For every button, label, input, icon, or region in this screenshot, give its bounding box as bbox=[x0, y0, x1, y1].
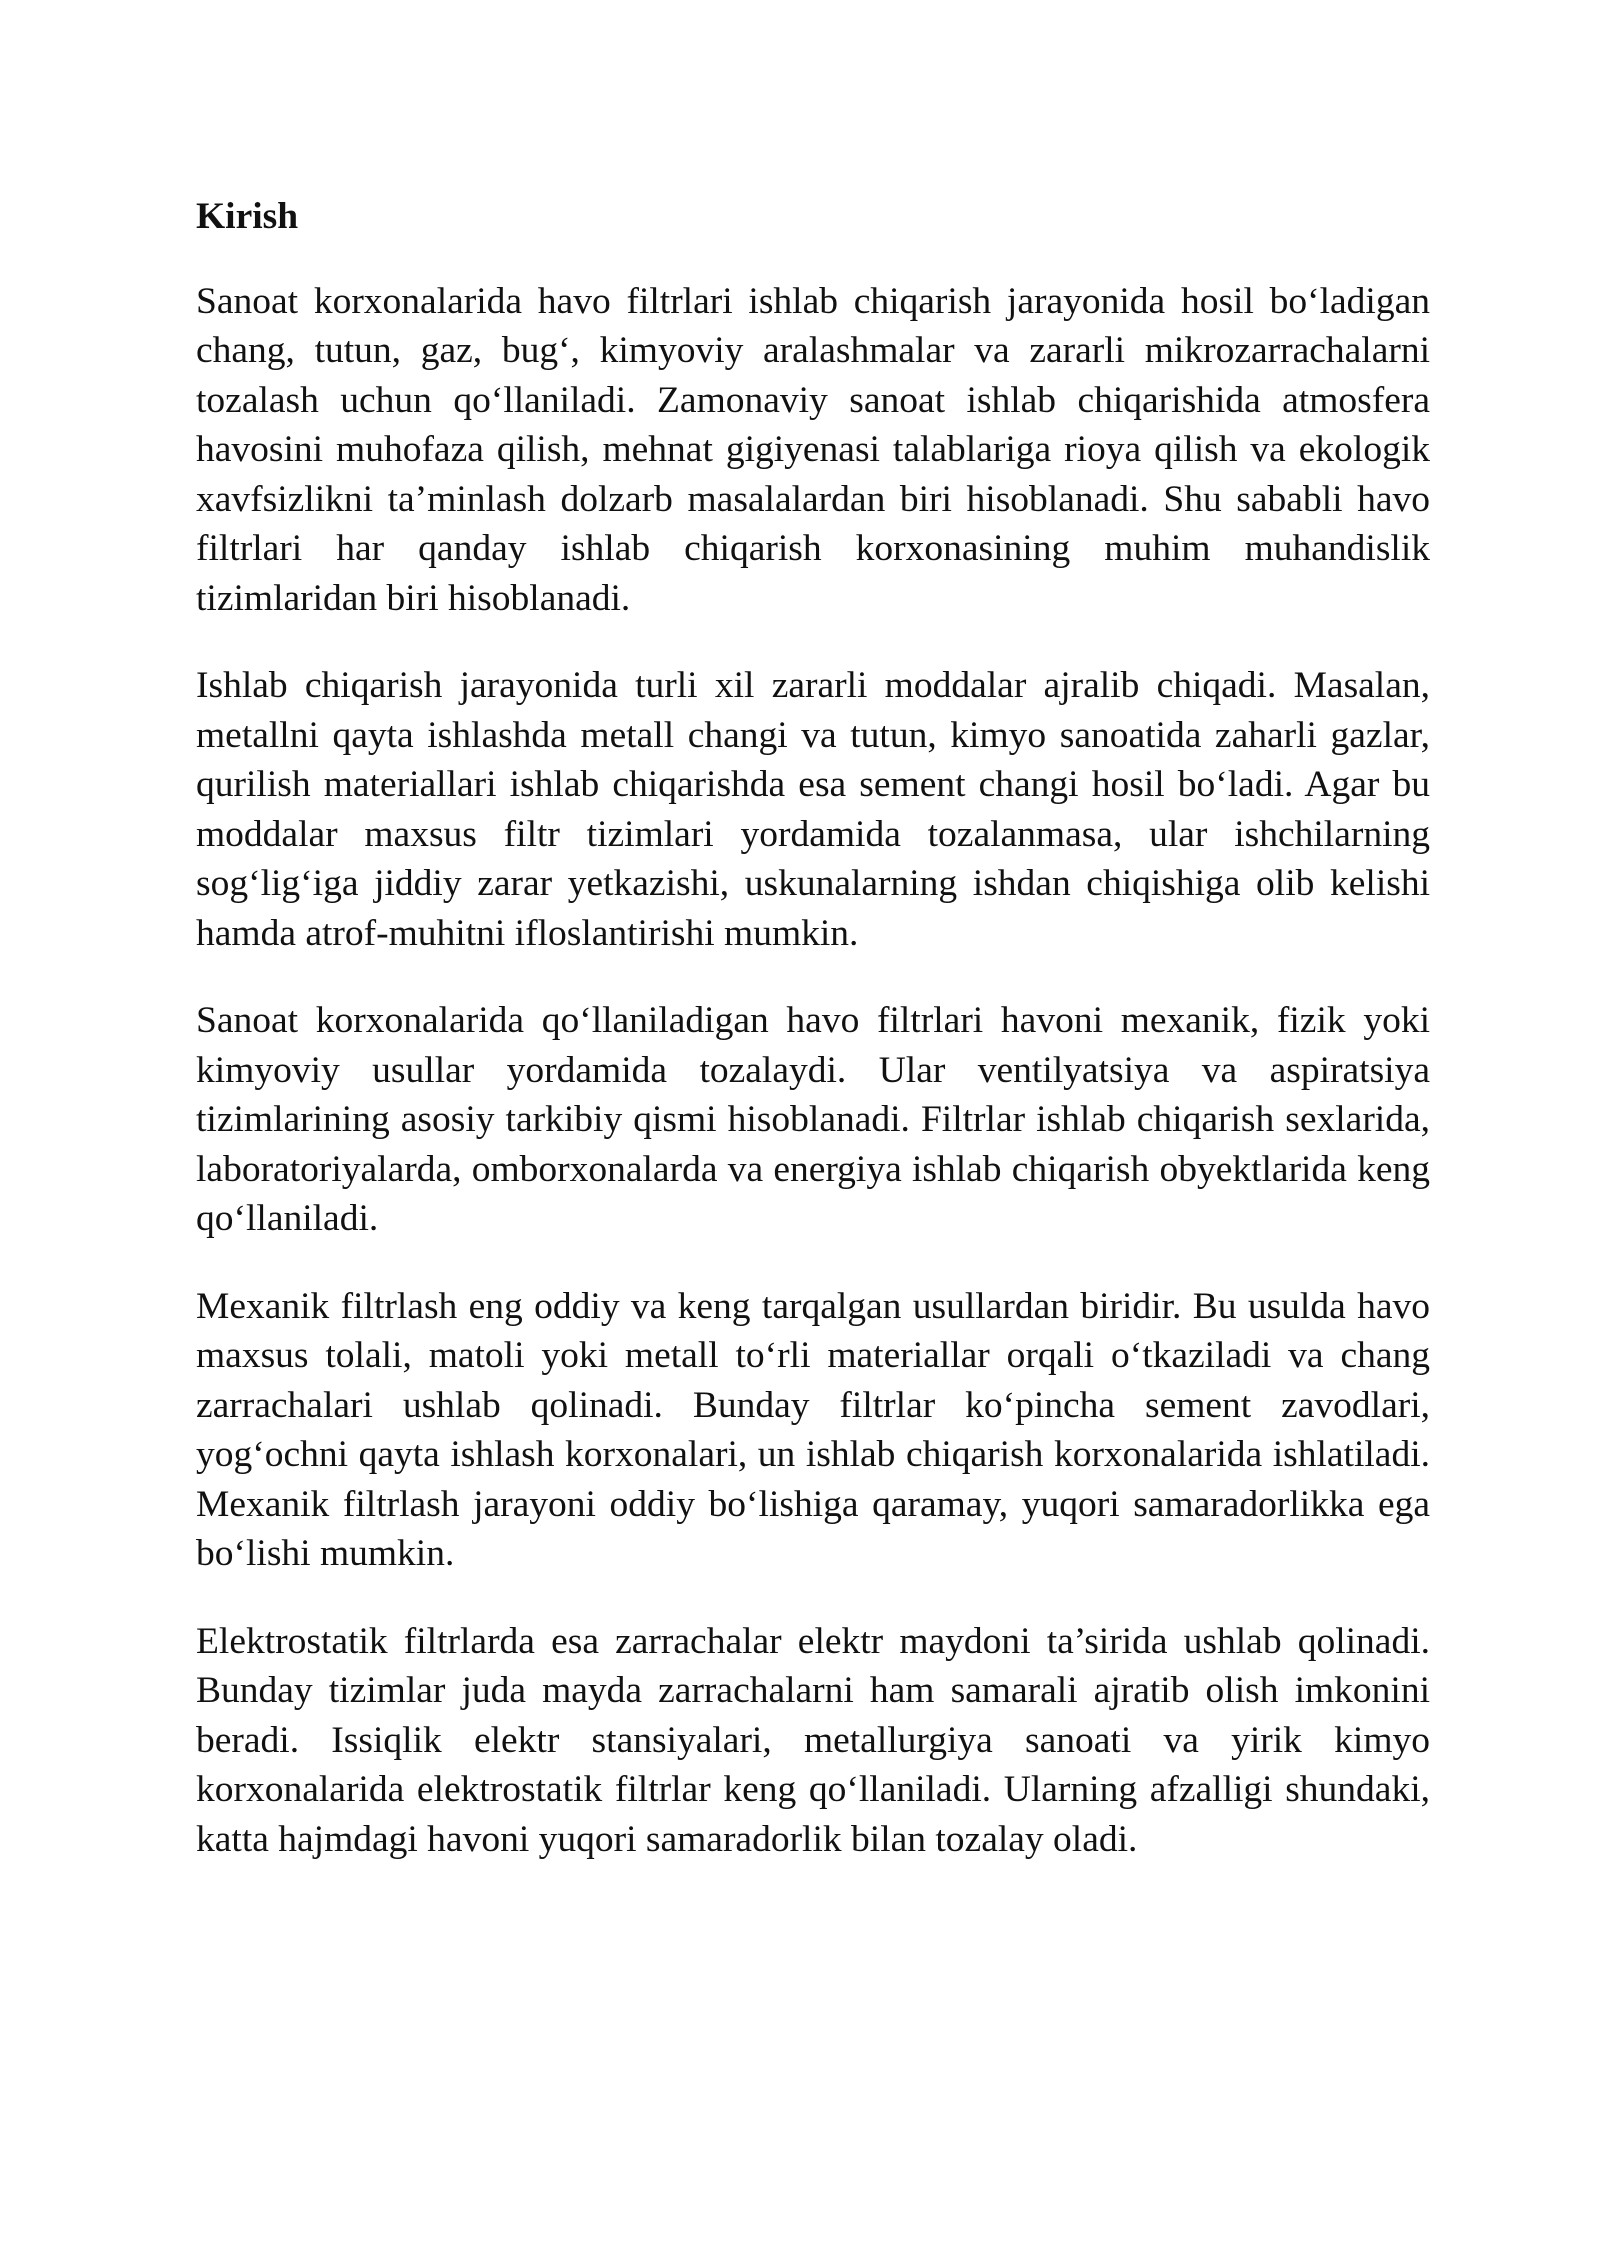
section-heading: Kirish bbox=[196, 196, 299, 237]
paragraph-4: Mexanik filtrlash eng oddiy va keng tarqalgan usullardan biridir. Bu usulda havo maxsus tolali, matoli yoki metall to‘rli materiallar orqali o‘tkaziladi va chang zarrachalari ushlab qolinadi. Bunday filtrlar ko‘pincha sement zavodlari, yog‘ochni qayta ishlash korxonalari, un ishlab chiqarish korxonalarida ishlatiladi. Mexanik filtrlash jarayoni oddiy bo‘lishiga qaramay, yuqori samaradorlikka ega bo‘lishi mumkin. bbox=[196, 1285, 1430, 1574]
paragraph-2: Ishlab chiqarish jarayonida turli xil zararli moddalar ajralib chiqadi. Masalan, metallni qayta ishlashda metall changi va tutun, kimyo sanoatida zaharli gazlar, qurilish materiallari ishlab chiqarishda esa sement changi hosil bo‘ladi. Agar bu moddalar maxsus filtr tizimlari yordamida tozalanmasa, ular ishchilarning sog‘lig‘iga jiddiy zarar yetkazishi, uskunalarning ishdan chiqishiga olib kelishi hamda atrof-muhitni ifloslantirishi mumkin. bbox=[196, 665, 1430, 954]
paragraph-3: Sanoat korxonalarida qo‘llaniladigan havo filtrlari havoni mexanik, fizik yoki kimyoviy usullar yordamida tozalaydi. Ular ventilyatsiya va aspiratsiya tizimlarining asosiy tarkibiy qismi hisoblanadi. Filtrlar ishlab chiqarish sexlarida, laboratoriyalarda, omborxonalarda va energiya ishlab chiqarish obyektlarida keng qo‘llaniladi. bbox=[196, 1000, 1430, 1239]
paragraph-5: Elektrostatik filtrlarda esa zarrachalar elektr maydoni ta’sirida ushlab qolinadi. Bunday tizimlar juda mayda zarrachalarni ham samarali ajratib olish imkonini beradi. Issiqlik elektr stansiyalari, metallurgiya sanoati va yirik kimyo korxonalarida elektrostatik filtrlar keng qo‘llaniladi. Ularning afzalligi shundaki, katta hajmdagi havoni yuqori samaradorlik bilan tozalay oladi. bbox=[196, 1620, 1430, 1860]
document-body bbox=[196, 192, 1430, 1902]
paragraph-1: Sanoat korxonalarida havo filtrlari ishlab chiqarish jarayonida hosil bo‘ladigan chang, tutun, gaz, bug‘, kimyoviy aralashmalar va zararli mikrozarrachalarni tozalash uchun qo‘llaniladi. Zamonaviy sanoat ishlab chiqarishida atmosfera havosini muhofaza qilish, mehnat gigiyenasi talablariga rioya qilish va ekologik xavfsizlikni ta’minlash dolzarb masalalardan biri hisoblanadi. Shu sababli havo filtrlari har qanday ishlab chiqarish korxonasining muhim muhandislik tizimlaridan biri hisoblanadi. bbox=[196, 280, 1430, 619]
